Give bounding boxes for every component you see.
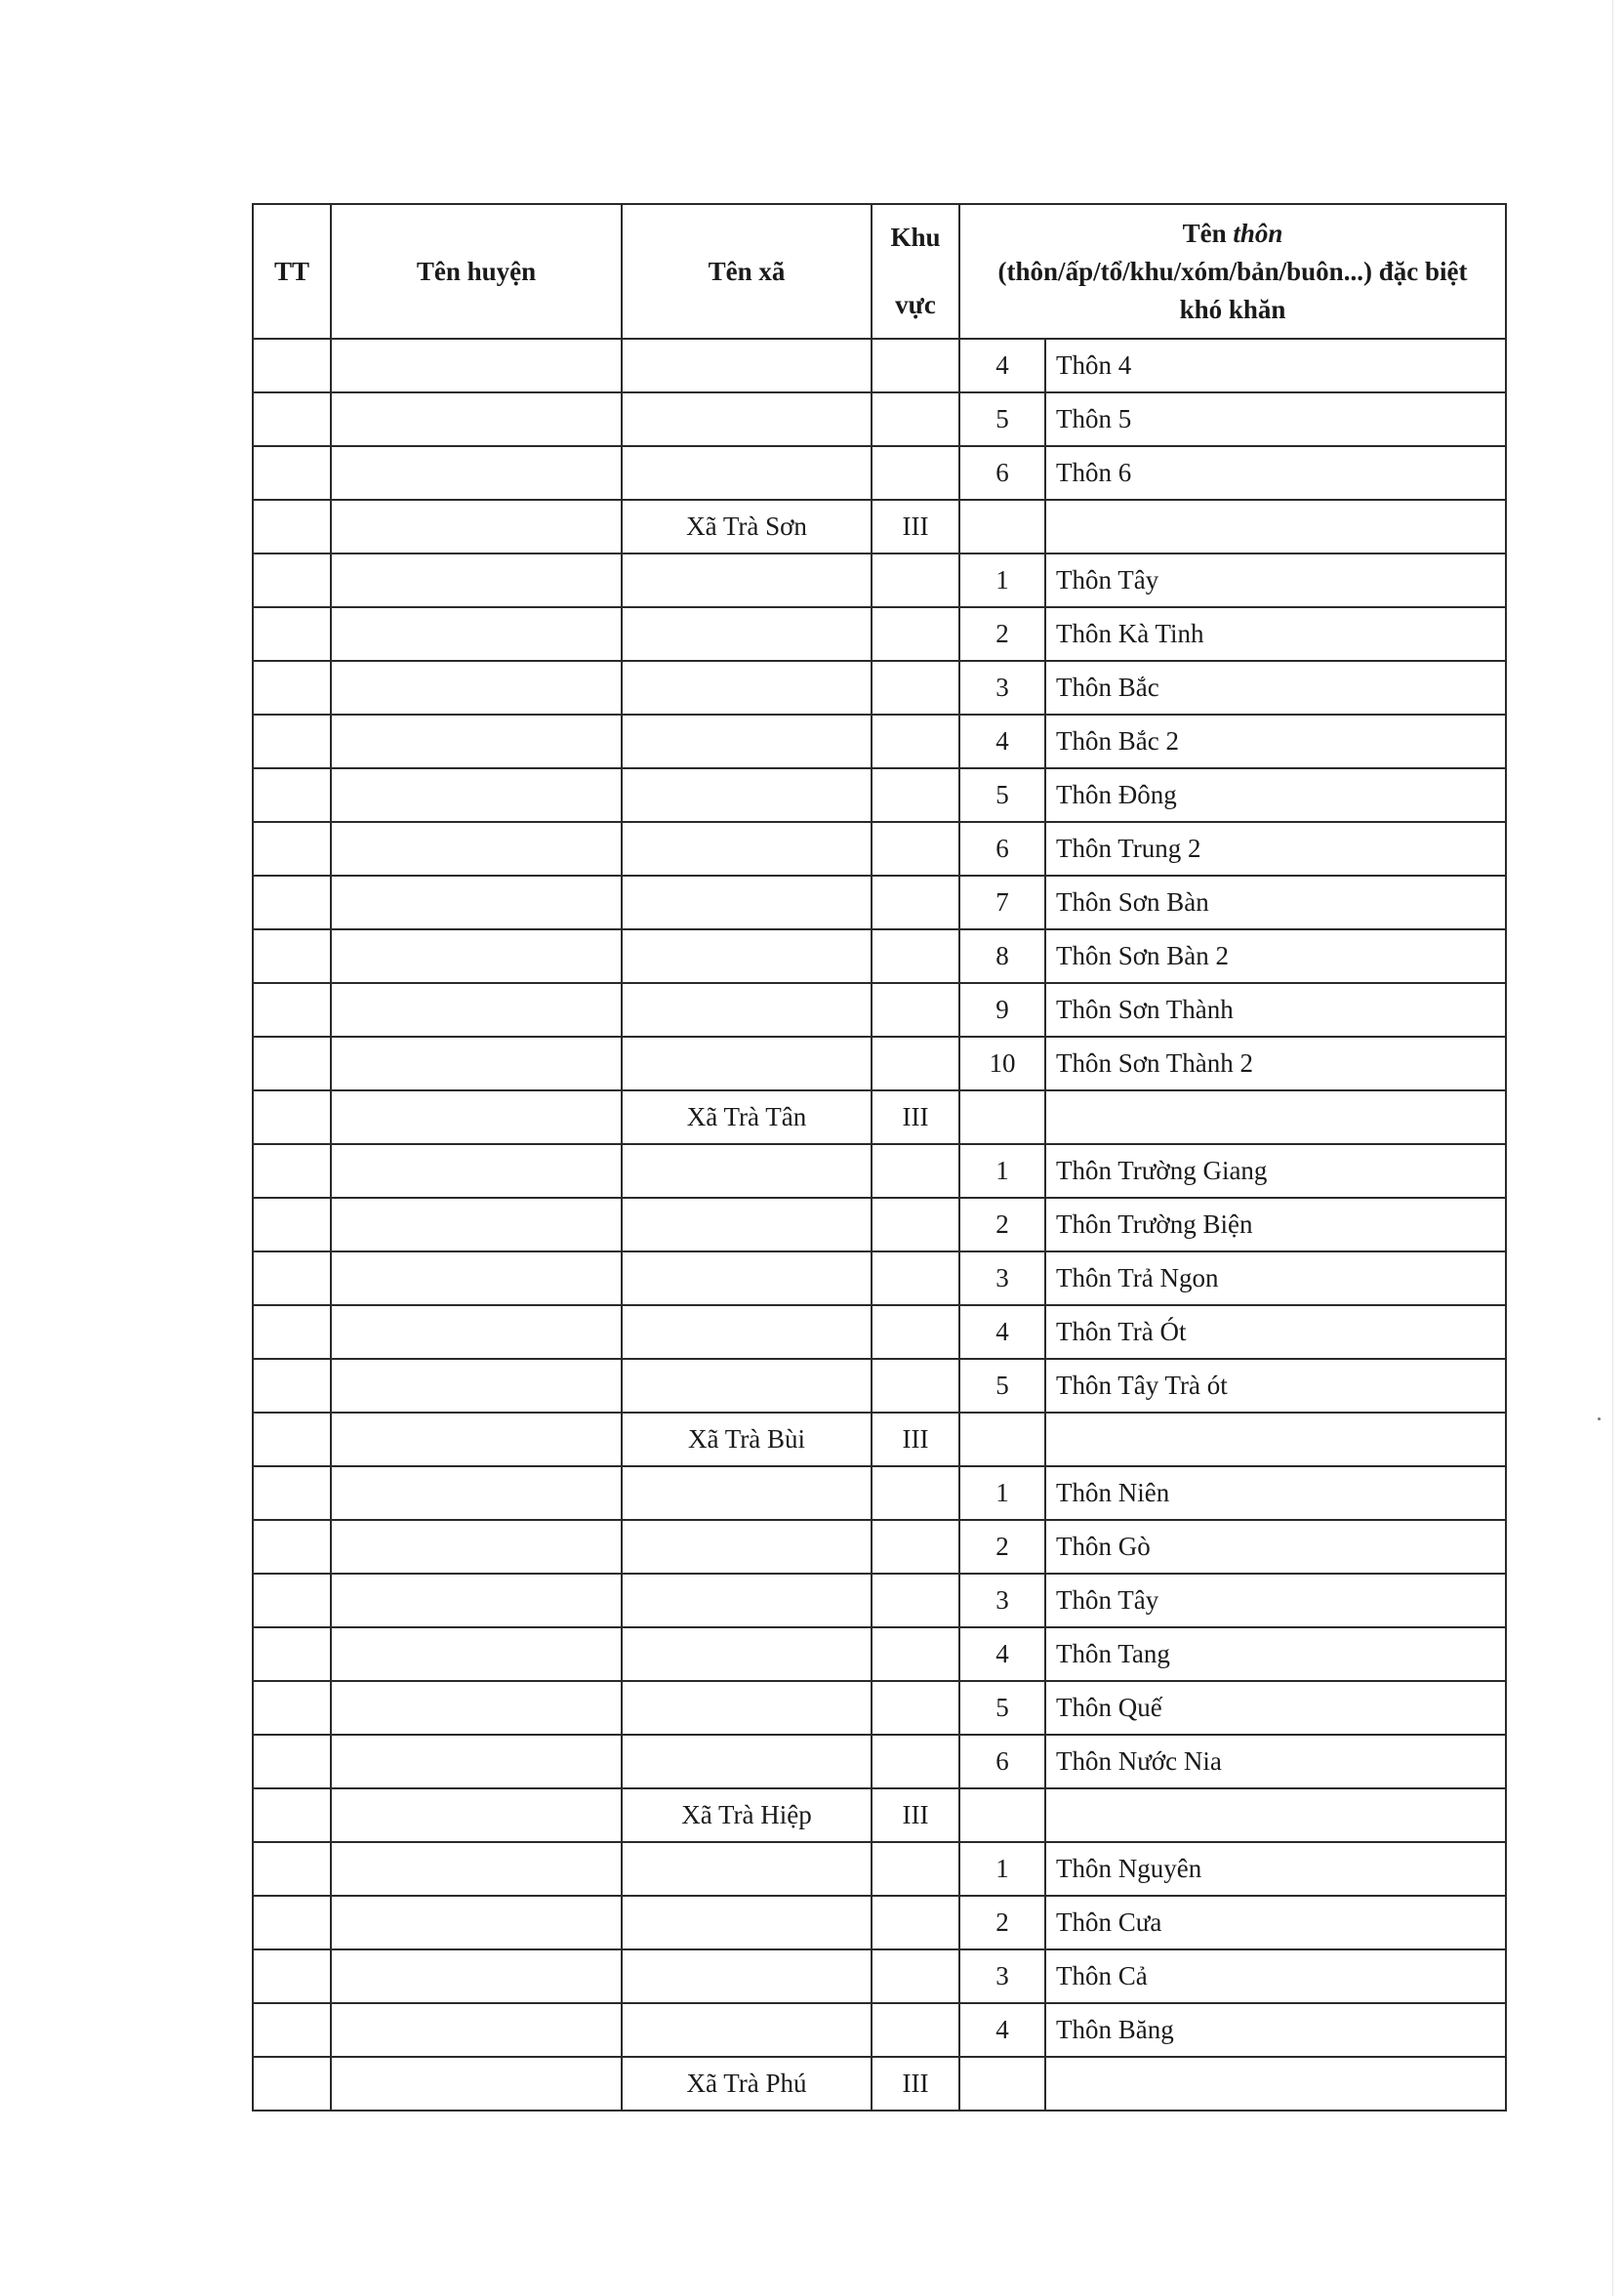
table-row — [253, 392, 1506, 446]
cell-khu-vuc: III — [872, 1788, 959, 1842]
cell-xa — [622, 1949, 872, 2003]
cell-huyen — [331, 983, 622, 1037]
cell-thon-name — [1045, 1413, 1506, 1466]
cell-thon-name: Thôn Cưa — [1045, 1896, 1506, 1949]
difficult-villages-table — [252, 203, 1507, 2112]
cell-thon-name: Thôn Bắc — [1045, 661, 1506, 715]
cell-thon-number: 8 — [959, 929, 1045, 983]
cell-thon-number: 5 — [959, 1681, 1045, 1735]
cell-khu-vuc — [872, 1359, 959, 1413]
cell-thon-name: Thôn Bắc 2 — [1045, 715, 1506, 768]
cell-khu-vuc — [872, 1574, 959, 1627]
cell-thon-number: 1 — [959, 1144, 1045, 1198]
cell-huyen — [331, 661, 622, 715]
cell-tt — [253, 339, 331, 392]
cell-tt — [253, 715, 331, 768]
cell-xa — [622, 446, 872, 500]
cell-tt — [253, 1949, 331, 2003]
cell-xa — [622, 1251, 872, 1305]
cell-xa: Xã Trà Bùi — [622, 1413, 872, 1466]
cell-thon-number: 5 — [959, 1359, 1045, 1413]
cell-huyen — [331, 2003, 622, 2057]
cell-huyen — [331, 446, 622, 500]
header-khu-vuc — [872, 204, 959, 339]
cell-xa — [622, 1144, 872, 1198]
cell-huyen — [331, 1413, 622, 1466]
cell-khu-vuc — [872, 1520, 959, 1574]
table-row — [253, 1305, 1506, 1359]
cell-khu-vuc — [872, 607, 959, 661]
table-row — [253, 500, 1506, 554]
cell-thon-number: 5 — [959, 768, 1045, 822]
cell-huyen — [331, 929, 622, 983]
cell-huyen — [331, 1627, 622, 1681]
cell-thon-number: 9 — [959, 983, 1045, 1037]
cell-huyen — [331, 768, 622, 822]
cell-thon-number: 2 — [959, 607, 1045, 661]
cell-xa — [622, 339, 872, 392]
cell-thon-name: Thôn Sơn Bàn 2 — [1045, 929, 1506, 983]
cell-thon-name: Thôn Nguyên — [1045, 1842, 1506, 1896]
cell-xa — [622, 1627, 872, 1681]
cell-huyen — [331, 1305, 622, 1359]
header-ten-thon-italic: thôn — [1233, 218, 1283, 248]
cell-thon-name: Thôn 5 — [1045, 392, 1506, 446]
cell-khu-vuc — [872, 929, 959, 983]
cell-thon-name: Thôn Đông — [1045, 768, 1506, 822]
cell-tt — [253, 661, 331, 715]
cell-thon-name: Thôn Quế — [1045, 1681, 1506, 1735]
cell-huyen — [331, 2057, 622, 2111]
cell-khu-vuc — [872, 1466, 959, 1520]
cell-khu-vuc — [872, 1681, 959, 1735]
cell-huyen — [331, 339, 622, 392]
cell-thon-name: Thôn Tây — [1045, 1574, 1506, 1627]
cell-xa — [622, 554, 872, 607]
cell-thon-number — [959, 1413, 1045, 1466]
table-row — [253, 822, 1506, 876]
table-row — [253, 1037, 1506, 1090]
cell-xa — [622, 1896, 872, 1949]
table-row — [253, 446, 1506, 500]
table-row — [253, 929, 1506, 983]
cell-tt — [253, 2003, 331, 2057]
cell-huyen — [331, 876, 622, 929]
cell-xa: Xã Trà Hiệp — [622, 1788, 872, 1842]
cell-thon-name — [1045, 2057, 1506, 2111]
cell-xa — [622, 1842, 872, 1896]
cell-tt — [253, 1413, 331, 1466]
cell-huyen — [331, 1466, 622, 1520]
cell-huyen — [331, 1949, 622, 2003]
cell-xa — [622, 822, 872, 876]
cell-tt — [253, 1144, 331, 1198]
cell-thon-name: Thôn Trả Ngon — [1045, 1251, 1506, 1305]
cell-thon-name: Thôn 6 — [1045, 446, 1506, 500]
cell-huyen — [331, 1896, 622, 1949]
table-row — [253, 983, 1506, 1037]
cell-huyen — [331, 500, 622, 554]
cell-tt — [253, 876, 331, 929]
table-row — [253, 2057, 1506, 2111]
cell-tt — [253, 1251, 331, 1305]
cell-huyen — [331, 1788, 622, 1842]
cell-khu-vuc — [872, 1251, 959, 1305]
cell-khu-vuc — [872, 446, 959, 500]
cell-thon-name — [1045, 1788, 1506, 1842]
cell-thon-number: 4 — [959, 715, 1045, 768]
cell-thon-name: Thôn Nước Nia — [1045, 1735, 1506, 1788]
cell-khu-vuc — [872, 2003, 959, 2057]
header-ten-thon-prefix: Tên — [1182, 218, 1234, 248]
table-row — [253, 1359, 1506, 1413]
cell-khu-vuc — [872, 1037, 959, 1090]
cell-khu-vuc — [872, 392, 959, 446]
cell-xa — [622, 1359, 872, 1413]
cell-huyen — [331, 1842, 622, 1896]
table-row — [253, 1466, 1506, 1520]
page-edge-shadow — [1612, 0, 1613, 2296]
cell-huyen — [331, 392, 622, 446]
cell-xa — [622, 607, 872, 661]
cell-thon-name: Thôn Cả — [1045, 1949, 1506, 2003]
cell-thon-number: 3 — [959, 1251, 1045, 1305]
table-row — [253, 1144, 1506, 1198]
cell-tt — [253, 1198, 331, 1251]
cell-thon-name: Thôn Trường Biện — [1045, 1198, 1506, 1251]
cell-tt — [253, 607, 331, 661]
table-row — [253, 339, 1506, 392]
table-row — [253, 1681, 1506, 1735]
table-row — [253, 607, 1506, 661]
table-row — [253, 554, 1506, 607]
header-ten-thon — [959, 204, 1506, 339]
cell-khu-vuc: III — [872, 500, 959, 554]
cell-thon-number: 2 — [959, 1520, 1045, 1574]
cell-tt — [253, 1627, 331, 1681]
cell-tt — [253, 1842, 331, 1896]
cell-xa — [622, 661, 872, 715]
cell-thon-number: 1 — [959, 1466, 1045, 1520]
table-row — [253, 1896, 1506, 1949]
cell-thon-number: 2 — [959, 1896, 1045, 1949]
cell-thon-number: 1 — [959, 1842, 1045, 1896]
cell-khu-vuc — [872, 715, 959, 768]
cell-khu-vuc — [872, 1735, 959, 1788]
cell-tt — [253, 554, 331, 607]
cell-huyen — [331, 1359, 622, 1413]
cell-tt — [253, 2057, 331, 2111]
cell-huyen — [331, 715, 622, 768]
cell-xa — [622, 983, 872, 1037]
cell-xa — [622, 768, 872, 822]
cell-thon-number: 4 — [959, 1627, 1045, 1681]
cell-khu-vuc — [872, 983, 959, 1037]
table-row — [253, 661, 1506, 715]
cell-huyen — [331, 1735, 622, 1788]
cell-thon-name: Thôn Tang — [1045, 1627, 1506, 1681]
cell-tt — [253, 1681, 331, 1735]
cell-khu-vuc — [872, 1305, 959, 1359]
cell-khu-vuc — [872, 1198, 959, 1251]
cell-thon-number — [959, 1090, 1045, 1144]
cell-khu-vuc — [872, 339, 959, 392]
cell-tt — [253, 1735, 331, 1788]
cell-thon-number: 6 — [959, 822, 1045, 876]
cell-thon-number: 7 — [959, 876, 1045, 929]
cell-khu-vuc — [872, 822, 959, 876]
scan-speck — [1598, 1417, 1601, 1420]
cell-xa — [622, 392, 872, 446]
cell-thon-name: Thôn Tây — [1045, 554, 1506, 607]
cell-khu-vuc — [872, 661, 959, 715]
cell-huyen — [331, 1144, 622, 1198]
cell-xa — [622, 929, 872, 983]
cell-thon-number: 4 — [959, 2003, 1045, 2057]
cell-xa — [622, 1305, 872, 1359]
table-header — [253, 204, 1506, 339]
cell-thon-name: Thôn Sơn Thành 2 — [1045, 1037, 1506, 1090]
cell-thon-name: Thôn Kà Tinh — [1045, 607, 1506, 661]
table-row — [253, 1627, 1506, 1681]
cell-thon-number: 1 — [959, 554, 1045, 607]
cell-khu-vuc — [872, 768, 959, 822]
cell-khu-vuc — [872, 1144, 959, 1198]
cell-khu-vuc — [872, 1896, 959, 1949]
cell-thon-name: Thôn Tây Trà ót — [1045, 1359, 1506, 1413]
cell-xa — [622, 876, 872, 929]
cell-thon-name: Thôn Sơn Thành — [1045, 983, 1506, 1037]
cell-thon-name: Thôn Trà Ót — [1045, 1305, 1506, 1359]
cell-thon-name — [1045, 1090, 1506, 1144]
cell-thon-name: Thôn Băng — [1045, 2003, 1506, 2057]
cell-khu-vuc — [872, 1627, 959, 1681]
cell-xa — [622, 1466, 872, 1520]
table-body — [253, 339, 1506, 2111]
cell-xa — [622, 1198, 872, 1251]
cell-tt — [253, 929, 331, 983]
cell-tt — [253, 1520, 331, 1574]
cell-thon-name: Thôn Trung 2 — [1045, 822, 1506, 876]
cell-tt — [253, 983, 331, 1037]
cell-thon-number: 5 — [959, 392, 1045, 446]
cell-xa — [622, 1520, 872, 1574]
cell-xa — [622, 1574, 872, 1627]
cell-xa: Xã Trà Sơn — [622, 500, 872, 554]
cell-tt — [253, 1037, 331, 1090]
table-row — [253, 1520, 1506, 1574]
cell-thon-number — [959, 1788, 1045, 1842]
header-row — [253, 204, 1506, 339]
cell-huyen — [331, 1037, 622, 1090]
cell-huyen — [331, 1198, 622, 1251]
table-row — [253, 876, 1506, 929]
cell-thon-number: 4 — [959, 339, 1045, 392]
cell-huyen — [331, 1574, 622, 1627]
table-row — [253, 1413, 1506, 1466]
cell-xa — [622, 1037, 872, 1090]
cell-thon-number: 3 — [959, 1574, 1045, 1627]
cell-xa — [622, 1681, 872, 1735]
header-ten-xa: Tên xã — [622, 204, 872, 339]
cell-tt — [253, 500, 331, 554]
table-row — [253, 768, 1506, 822]
table-row — [253, 1788, 1506, 1842]
cell-thon-number: 3 — [959, 661, 1045, 715]
table-row — [253, 1251, 1506, 1305]
cell-thon-name: Thôn Trường Giang — [1045, 1144, 1506, 1198]
table-row — [253, 2003, 1506, 2057]
cell-tt — [253, 1359, 331, 1413]
table-row — [253, 1735, 1506, 1788]
table-row — [253, 715, 1506, 768]
cell-tt — [253, 446, 331, 500]
cell-huyen — [331, 607, 622, 661]
header-ten-thon-line1 — [962, 215, 1503, 253]
cell-huyen — [331, 1681, 622, 1735]
cell-thon-name: Thôn 4 — [1045, 339, 1506, 392]
header-ten-thon-line3: khó khăn — [1179, 294, 1286, 324]
cell-tt — [253, 1090, 331, 1144]
cell-huyen — [331, 822, 622, 876]
cell-thon-number: 6 — [959, 446, 1045, 500]
cell-thon-name: Thôn Niên — [1045, 1466, 1506, 1520]
table-row — [253, 1574, 1506, 1627]
cell-thon-number: 10 — [959, 1037, 1045, 1090]
cell-thon-name: Thôn Sơn Bàn — [1045, 876, 1506, 929]
cell-khu-vuc — [872, 554, 959, 607]
cell-xa — [622, 1735, 872, 1788]
cell-huyen — [331, 554, 622, 607]
cell-thon-number: 4 — [959, 1305, 1045, 1359]
cell-khu-vuc: III — [872, 1413, 959, 1466]
cell-xa: Xã Trà Tân — [622, 1090, 872, 1144]
cell-huyen — [331, 1251, 622, 1305]
cell-thon-name: Thôn Gò — [1045, 1520, 1506, 1574]
table-row — [253, 1198, 1506, 1251]
cell-khu-vuc — [872, 876, 959, 929]
header-khu-vuc-line2: vực — [895, 290, 936, 319]
cell-huyen — [331, 1520, 622, 1574]
cell-khu-vuc: III — [872, 1090, 959, 1144]
cell-khu-vuc: III — [872, 2057, 959, 2111]
cell-tt — [253, 1574, 331, 1627]
header-khu-vuc-line1: Khu — [890, 223, 941, 252]
cell-thon-number: 2 — [959, 1198, 1045, 1251]
cell-thon-number — [959, 2057, 1045, 2111]
cell-xa — [622, 2003, 872, 2057]
cell-xa — [622, 715, 872, 768]
header-tt: TT — [253, 204, 331, 339]
cell-tt — [253, 392, 331, 446]
cell-thon-number: 6 — [959, 1735, 1045, 1788]
cell-thon-name — [1045, 500, 1506, 554]
header-ten-thon-line2: (thôn/ấp/tổ/khu/xóm/bản/buôn...) đặc biệt — [997, 256, 1468, 286]
cell-khu-vuc — [872, 1949, 959, 2003]
cell-thon-number: 3 — [959, 1949, 1045, 2003]
cell-tt — [253, 1896, 331, 1949]
cell-tt — [253, 1305, 331, 1359]
cell-khu-vuc — [872, 1842, 959, 1896]
cell-tt — [253, 768, 331, 822]
header-ten-huyen: Tên huyện — [331, 204, 622, 339]
cell-tt — [253, 1788, 331, 1842]
table-row — [253, 1090, 1506, 1144]
table-row — [253, 1842, 1506, 1896]
cell-thon-number — [959, 500, 1045, 554]
cell-tt — [253, 1466, 331, 1520]
cell-tt — [253, 822, 331, 876]
cell-huyen — [331, 1090, 622, 1144]
cell-xa: Xã Trà Phú — [622, 2057, 872, 2111]
table-row — [253, 1949, 1506, 2003]
